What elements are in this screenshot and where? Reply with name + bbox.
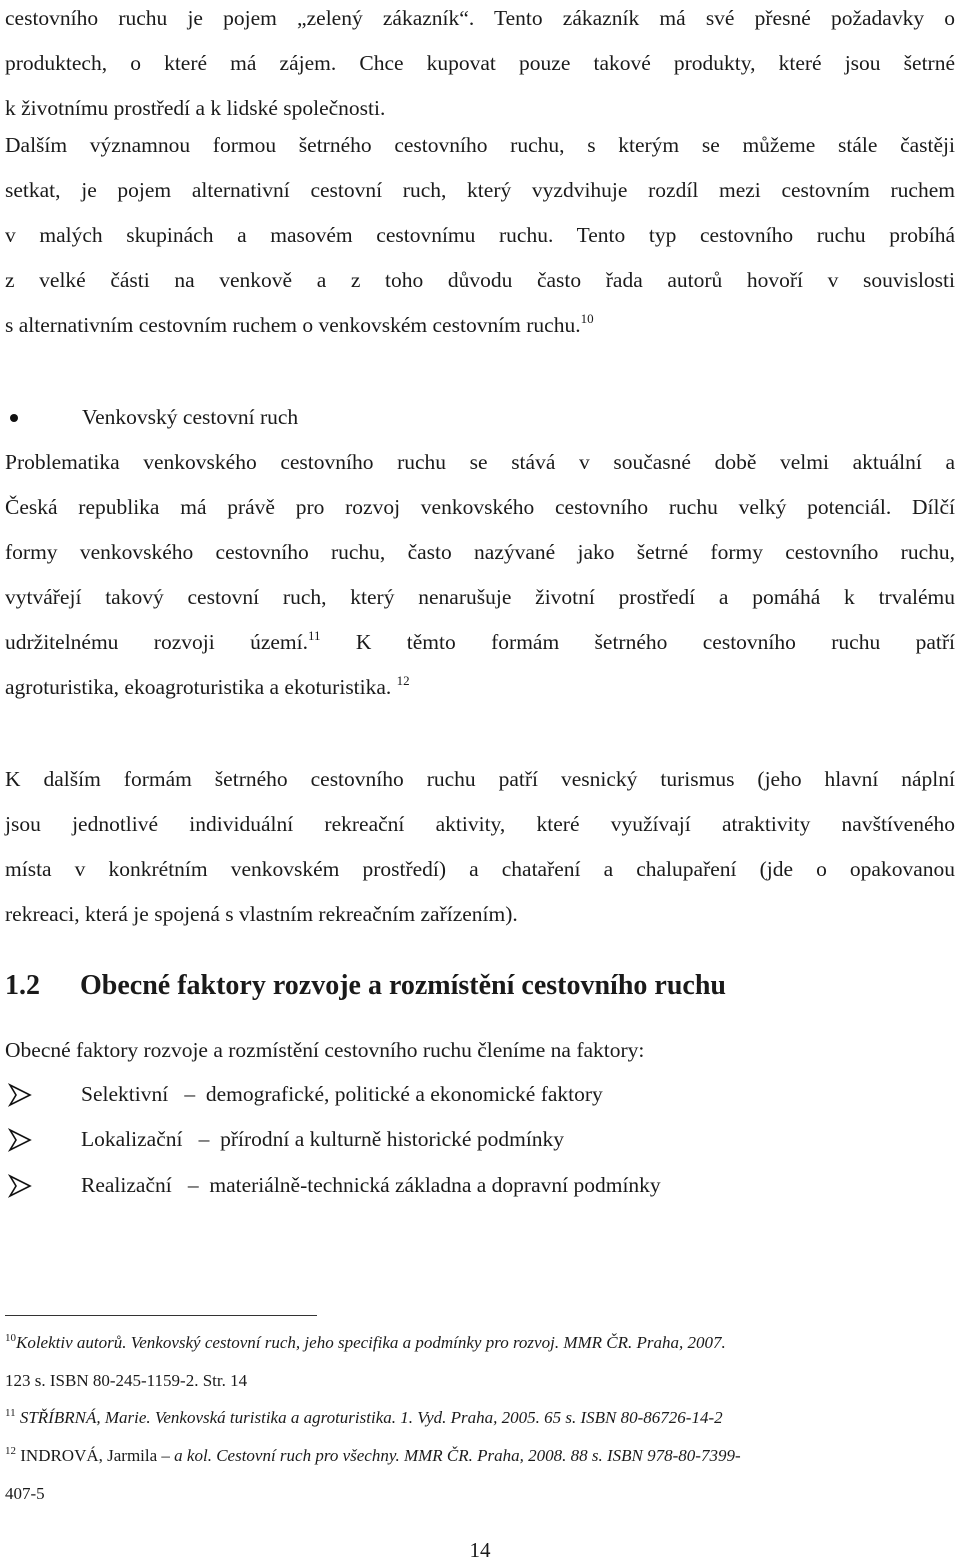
footnote-11 (5, 1401, 955, 1435)
text-line (5, 303, 955, 348)
text-line (5, 665, 955, 710)
footnote-number: 12 (5, 1445, 16, 1457)
paragraph-other-forms (5, 757, 955, 937)
text-line: v malých skupinách a masovém cestovnímu ruchu. Tento typ cestovního ruchu probíhá (5, 223, 955, 247)
factor-desc: demografické, politické a ekonomické faktory (205, 1082, 603, 1106)
section-heading (5, 963, 726, 1008)
factor-item-selective (81, 1072, 603, 1117)
footnote-10 (5, 1326, 955, 1360)
factor-item-localization (81, 1117, 564, 1162)
text-line: produktech, o které má zájem. Chce kupovat pouze takové produkty, které jsou šetrné (5, 51, 955, 75)
factor-dash: – (198, 1127, 210, 1151)
paragraph-green-customer (5, 0, 955, 131)
factor-term: Selektivní (81, 1082, 169, 1106)
factor-dash: – (184, 1082, 196, 1106)
section-title: Obecné faktory rozvoje a rozmístění cestovního ruchu (80, 970, 726, 1001)
text-line: k životnímu prostředí a k lidské společnosti. (5, 96, 386, 120)
paragraph-factors-intro (5, 1028, 955, 1073)
footnote-separator (5, 1315, 317, 1316)
footnote-ref-12: 12 (396, 673, 410, 688)
text-segment: udržitelnému rozvoji území. (5, 630, 308, 654)
text-line: setkat, je pojem alternativní cestovní ruch, který vyzdvihuje rozdíl mezi cestovním ruchem (5, 178, 955, 202)
arrow-bullet-icon (8, 1174, 32, 1198)
text-segment: agroturistika, ekoagroturistika a ekoturistika. (5, 675, 392, 699)
text-line: jsou jednotlivé individuální rekreační aktivity, které využívají atraktivity navštíveného (5, 812, 955, 836)
text-line: Obecné faktory rozvoje a rozmístění cestovního ruchu členíme na faktory: (5, 1038, 645, 1062)
text-line: z velké části na venkově a z toho důvodu často řada autorů hovoří v souvislosti (5, 268, 955, 292)
footnote-number: 11 (5, 1407, 16, 1419)
footnote-12 (5, 1439, 955, 1473)
text-line: formy venkovského cestovního ruchu, často nazývané jako šetrné formy cestovního ruchu, (5, 540, 955, 564)
paragraph-rural-tourism (5, 440, 955, 710)
bullet-rural-tourism: Venkovský cestovní ruch (82, 405, 299, 429)
footnote-10-cont: 123 s. ISBN 80-245-1159-2. Str. 14 (5, 1371, 248, 1390)
factor-term: Realizační (81, 1173, 172, 1197)
text-segment: s alternativním cestovním ruchem o venkovském cestovním ruchu. (5, 313, 581, 337)
arrow-bullet-icon (8, 1083, 32, 1107)
text-line: místa v konkrétním venkovském prostředí) a chataření a chalupaření (jde o opakovanou (5, 857, 955, 881)
factor-term: Lokalizační (81, 1127, 183, 1151)
text-line: Dalším významnou formou šetrného cestovního ruchu, s kterým se můžeme stále častěji (5, 133, 955, 157)
footnote-text: STŘÍBRNÁ, Marie. Venkovská turistika a agroturistika. 1. Vyd. Praha, 2005. 65 s. ISBN 80-86726-14-2 (19, 1408, 723, 1427)
footnote-author: INDROVÁ, Jarmila (20, 1446, 158, 1465)
footnote-12-cont: 407-5 (5, 1484, 45, 1503)
footnote-ref-10: 10 (580, 311, 594, 326)
text-line: rekreaci, která je spojená s vlastním rekreačním zařízením). (5, 902, 518, 926)
section-number: 1.2 (5, 970, 40, 1001)
text-line: vytvářejí takový cestovní ruch, který nenarušuje životní prostředí a pomáhá k trvalému (5, 585, 955, 609)
bullet-dot-icon (10, 414, 18, 422)
page-number: 14 (469, 1538, 491, 1562)
footnote-number: 10 (5, 1332, 16, 1344)
footnote-ref-11: 11 (307, 628, 321, 643)
footnote-text: – a kol. Cestovní ruch pro všechny. MMR ČR. Praha, 2008. 88 s. ISBN 978-80-7399- (157, 1446, 741, 1465)
footnote-text: Kolektiv autorů. Venkovský cestovní ruch, jeho specifika a podmínky pro rozvoj. MMR ČR. Praha, 2007. (16, 1333, 726, 1352)
factor-desc: přírodní a kulturně historické podmínky (220, 1127, 565, 1151)
text-line: K dalším formám šetrného cestovního ruchu patří vesnický turismus (jeho hlavní náplní (5, 767, 955, 791)
text-segment: K těmto formám šetrného cestovního ruchu patří (355, 630, 955, 654)
paragraph-alternative-tourism (5, 123, 955, 348)
factor-item-realization (81, 1163, 661, 1208)
text-line: cestovního ruchu je pojem „zelený zákazník“. Tento zákazník má své přesné požadavky o (5, 6, 955, 30)
factor-dash: – (187, 1173, 199, 1197)
arrow-bullet-icon (8, 1128, 32, 1152)
text-line: Česká republika má právě pro rozvoj venkovského cestovního ruchu velký potenciál. Dílčí (5, 495, 955, 519)
text-line (5, 620, 955, 665)
factor-desc: materiálně-technická základna a dopravní podmínky (209, 1173, 661, 1197)
text-line: Problematika venkovského cestovního ruchu se stává v současné době velmi aktuální a (5, 450, 955, 474)
